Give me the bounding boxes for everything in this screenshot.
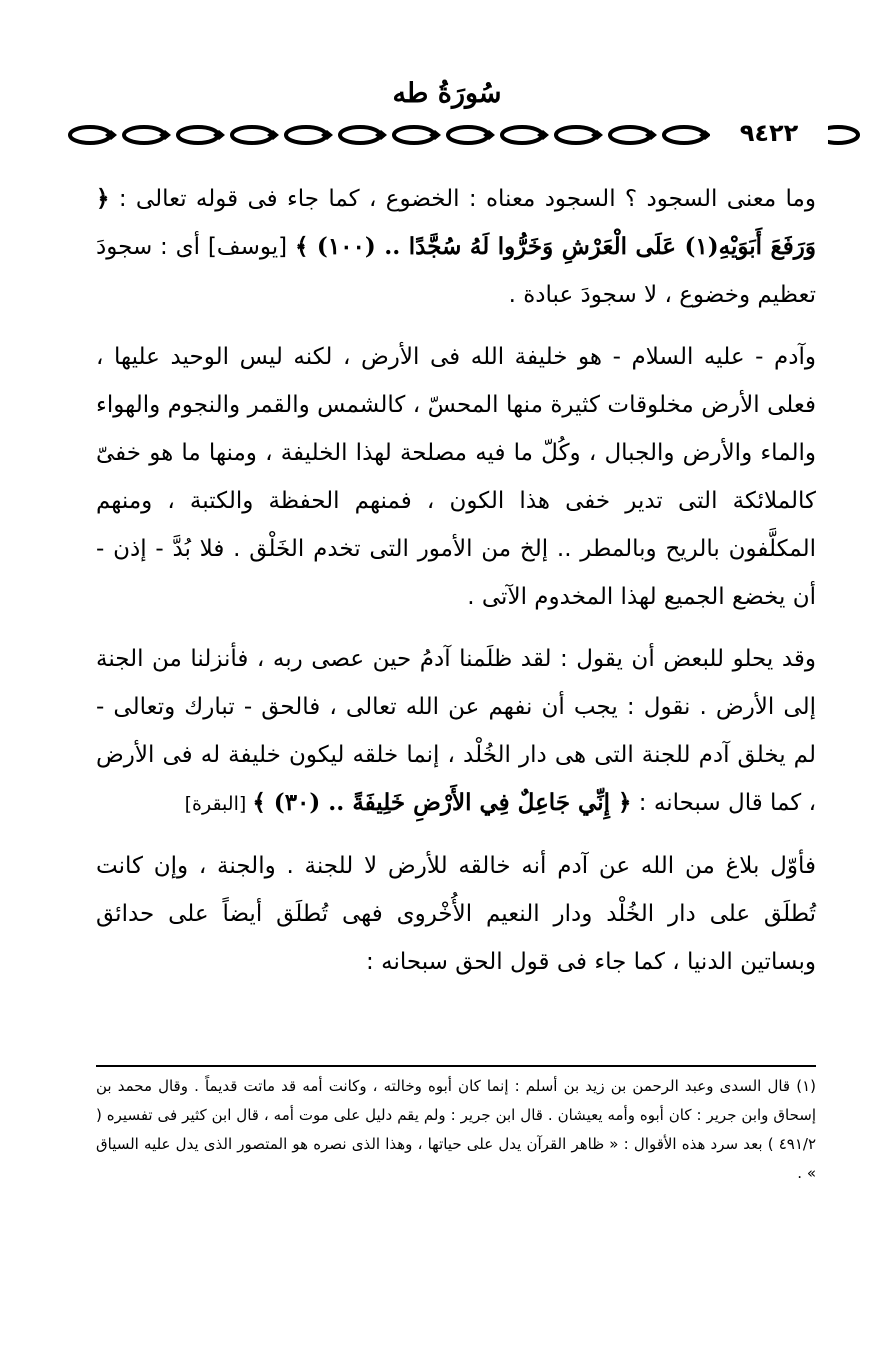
ornament-link [178,127,218,143]
footnote-separator [96,1065,816,1067]
ornament-link [70,127,110,143]
paragraph-text: [يوسف] أى : سجودَ تعظيم وخضوع ، لا سجودَ عبادة . [96,234,816,308]
body-text [96,175,816,1000]
ornament-link [340,127,380,143]
ornament-link [502,127,542,143]
ornament-link [556,127,596,143]
surah-reference: [البقرة] [184,793,253,815]
ornament-link [394,127,434,143]
quran-verse: ﴿ إِنِّي جَاعِلٌ فِي الأَرْضِ خَلِيفَةً .. (٣٠) ﴾ [252,789,632,816]
paragraph: وآدم - عليه السلام - هو خليفة الله فى الأرض ، لكنه ليس الوحيد عليها ، فعلى الأرض مخلوقات كثيرة منها المحسّ ، كالشمس والقمر والنجوم والهواء والماء والأرض والجبال ، وكُلّ ما فيه مصلحة لهذا الخليفة ، ومنها ما هو خفىّ كالملائكة التى تدير خفى هذا الكون ، فمنهم الحفظة والكتبة ، ومنهم المكلَّفون بالريح وبالمطر .. إلخ من الأمور التى تخدم الخَلْق . فلا بُدَّ - إذن - أن يخضع الجميع لهذا المخدوم الآتى . [96,344,816,610]
footnote-text: (١) قال السدى وعبد الرحمن بن زيد بن أسلم : إنما كان أبوه وخالته ، وكانت أمه قد ماتت قديماً . وقال محمد بن إسحاق وابن جرير : كان أبوه وأمه يعيشان . قال ابن جرير : ولم يقم دليل على موت أمه ، قال ابن كثير فى تفسيره ( ٤٩١/٢ ) بعد سرد هذه الأقوال : « ظاهر القرآن يدل على حياتها ، وهذا الذى نصره هو المتصور الذى يدل عليه السياق » . [96,1077,816,1182]
footnote [96,1072,816,1188]
ornament-link [286,127,326,143]
ornament-link [664,127,704,143]
ornament-link [124,127,164,143]
ornament-link [610,127,650,143]
ornament-link [232,127,272,143]
page-number: ٩٤٢٢ [710,119,828,147]
paragraph [96,175,816,319]
paragraph-text: وما معنى السجود ؟ السجود معناه : الخضوع ، كما جاء فى قوله تعالى : [109,186,816,212]
paragraph-text: وقد يحلو للبعض أن يقول : لقد ظلَمنا آدمُ حين عصى ربه ، فأنزلنا من الجنة إلى الأرض . نقول : يجب أن نفهم عن الله تعالى ، فالحق - تبارك وتعالى - لم يخلق آدم للجنة التى هى دار الخُلْد ، إنما خلقه ليكون خليفة له فى الأرض ، كما قال سبحانه : [96,646,816,816]
quran-verse: ﴿ وَرَفَعَ أَبَوَيْهِ(١) عَلَى الْعَرْشِ وَخَرُّوا لَهُ سُجَّدًا .. (١٠٠) ﴾ [96,185,817,260]
paragraph: فأوّل بلاغ من الله عن آدم أنه خالقه للأرض لا للجنة . والجنة ، وإن كانت تُطلَق على دار الخُلْد ودار النعيم الأُخْروى فهى تُطلَق أيضاً على حدائق وبساتين الدنيا ، كما جاء فى قول الحق سبحانه : [96,853,816,975]
paragraph [96,635,816,828]
surah-title: سُورَةُ طه [392,78,502,109]
ornament-link [448,127,488,143]
